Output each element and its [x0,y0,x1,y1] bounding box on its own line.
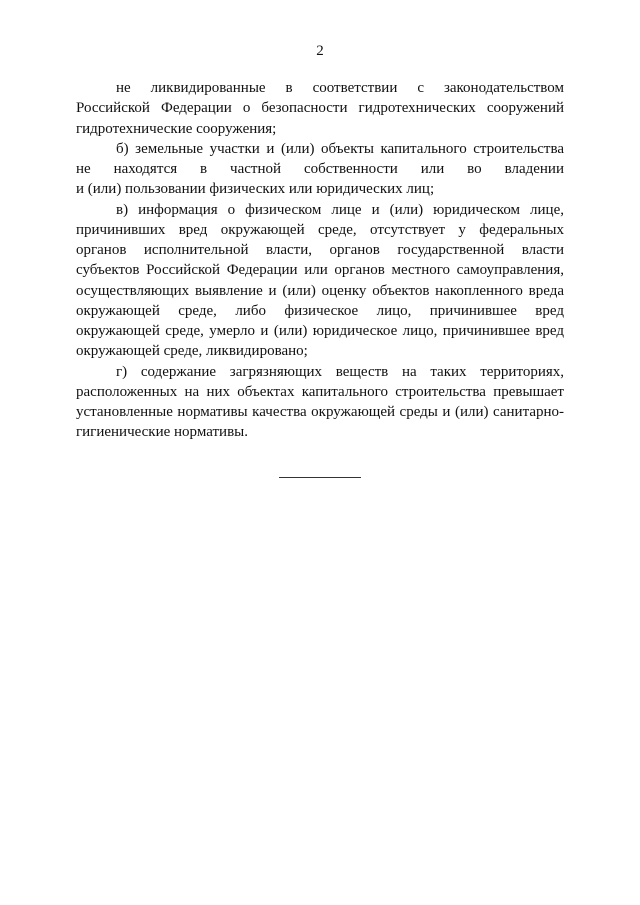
text-line: причинивших вред окружающей среде, отсутствует у федеральных [76,221,564,238]
text-line: субъектов Российской Федерации или органов местного самоуправления, [76,262,564,279]
text-line: и (или) пользовании физических или юридических лиц; [76,181,435,198]
text-line: в) информация о физическом лице и (или) юридическом лице, [116,201,564,218]
text-line: б) земельные участки и (или) объекты капитального строительства [116,140,564,157]
text-line: осуществляющих выявление и (или) оценку объектов накопленного вреда [76,282,564,299]
text-line: гидротехнические сооружения; [76,120,277,137]
text-line: расположенных на них объектах капитального строительства превышает [76,383,564,400]
text-line: органов исполнительной власти, органов государственной власти [76,242,564,258]
text-line: окружающей среде, ликвидировано; [76,343,308,360]
end-separator-line [279,477,361,478]
page-number: 2 [316,43,324,59]
document-body [76,78,564,443]
text-line: не находятся в частной собственности или во владении [76,161,564,177]
text-line: гигиенические нормативы. [76,424,248,441]
text-line: окружающей среде, либо физическое лицо, причинившее вред [76,302,564,319]
text-line: окружающей среде, умерло и (или) юридическое лицо, причинившее вред [76,323,564,339]
text-line: установленные нормативы качества окружающей среды и (или) санитарно- [76,404,564,420]
text-line: не ликвидированные в соответствии с законодательством [116,80,564,96]
text-line: Российской Федерации о безопасности гидротехнических сооружений [76,100,564,117]
text-line: г) содержание загрязняющих веществ на таких территориях, [116,363,564,380]
